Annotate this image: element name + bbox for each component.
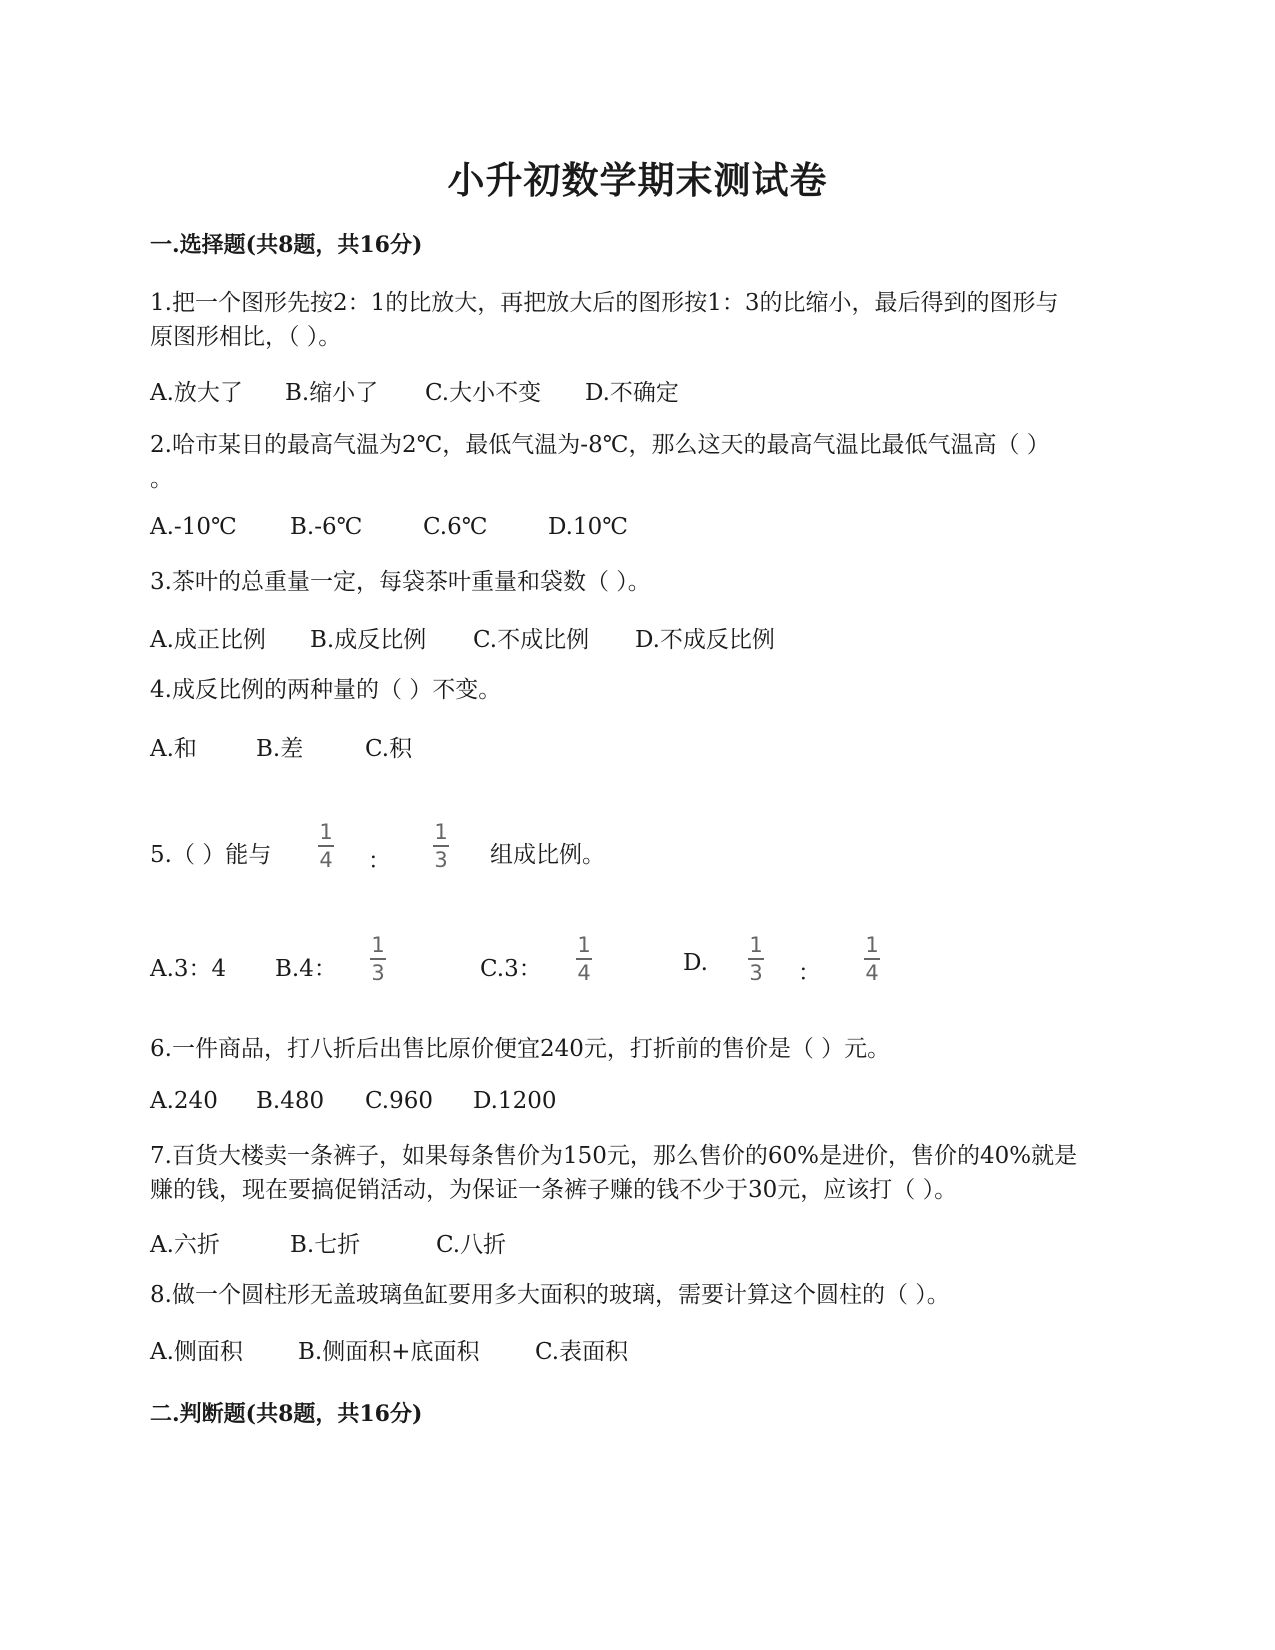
fraction-denominator: 4: [577, 961, 591, 985]
q5-option-d-colon: ：: [798, 960, 821, 986]
q7-option-b: B.七折: [290, 1232, 361, 1258]
fraction-bar: [748, 958, 764, 960]
q5-ratio-colon: ：: [368, 848, 391, 874]
q5-fraction-one-fourth: [318, 821, 334, 871]
page-title: 小升初数学期末测试卷: [447, 158, 828, 202]
question-1-line1: 1.把一个图形先按2：1的比放大，再把放大后的图形按1：3的比缩小，最后得到的图形与: [150, 290, 1059, 316]
question-8-text: 8.做一个圆柱形无盖玻璃鱼缸要用多大面积的玻璃，需要计算这个圆柱的（ ）。: [150, 1282, 950, 1308]
q5-option-a: A.3：4: [150, 956, 227, 982]
q5-option-b: B.4：: [275, 956, 337, 982]
question-5-prefix: 5.（ ）能与: [150, 842, 272, 868]
q3-option-b: B.成反比例: [310, 627, 427, 653]
q6-option-d: D.1200: [473, 1088, 557, 1114]
q2-option-d: D.10℃: [548, 514, 628, 540]
q6-option-a: A.240: [150, 1088, 218, 1114]
fraction-denominator: 3: [371, 961, 385, 985]
q7-option-a: A.六折: [150, 1232, 220, 1258]
fraction-bar: [318, 845, 334, 847]
q1-option-d: D.不确定: [585, 380, 679, 406]
q3-option-d: D.不成反比例: [635, 627, 775, 653]
fraction-numerator: 1: [577, 933, 591, 957]
fraction-bar: [864, 958, 880, 960]
fraction-bar: [433, 845, 449, 847]
question-2-text: [150, 428, 1050, 496]
question-3-text: 3.茶叶的总重量一定，每袋茶叶重量和袋数（ ）。: [150, 569, 651, 595]
q3-option-a: A.成正比例: [150, 627, 266, 653]
question-7-line1: 7.百货大楼卖一条裤子，如果每条售价为150元，那么售价的60%是进价，售价的40%就是: [150, 1143, 1078, 1169]
q5-option-d: D.: [683, 950, 708, 976]
q5-option-d-fraction-one-fourth: [864, 934, 880, 984]
question-2-line2: 。: [150, 466, 173, 492]
fraction-numerator: 1: [434, 820, 448, 844]
q7-option-c: C.八折: [436, 1232, 507, 1258]
q5-option-d-fraction-one-third: [748, 934, 764, 984]
fraction-numerator: 1: [319, 820, 333, 844]
q1-option-a: A.放大了: [150, 380, 243, 406]
fraction-numerator: 1: [865, 933, 879, 957]
q8-option-a: A.侧面积: [150, 1339, 243, 1365]
q2-option-a: A.-10℃: [150, 514, 237, 540]
fraction-numerator: 1: [749, 933, 763, 957]
question-7-text: [150, 1139, 1077, 1207]
fraction-denominator: 3: [434, 848, 448, 872]
fraction-bar: [576, 958, 592, 960]
question-1-text: [150, 286, 1058, 354]
q8-option-b: B.侧面积+底面积: [298, 1339, 480, 1365]
question-6-text: 6.一件商品，打八折后出售比原价便宜240元，打折前的售价是（ ）元。: [150, 1036, 891, 1062]
q3-option-c: C.不成比例: [473, 627, 590, 653]
section-heading-choice: 一.选择题(共8题，共16分): [150, 232, 423, 258]
fraction-bar: [370, 958, 386, 960]
question-4-text: 4.成反比例的两种量的（ ）不变。: [150, 677, 502, 703]
fraction-numerator: 1: [371, 933, 385, 957]
q4-option-c: C.积: [365, 736, 413, 762]
q1-option-b: B.缩小了: [285, 380, 379, 406]
q2-option-b: B.-6℃: [290, 514, 363, 540]
question-1-line2: 原图形相比，（ ）。: [150, 324, 342, 350]
q1-option-c: C.大小不变: [425, 380, 542, 406]
question-7-line2: 赚的钱，现在要搞促销活动，为保证一条裤子赚的钱不少于30元，应该打（ ）。: [150, 1177, 958, 1203]
question-5-suffix: 组成比例。: [490, 842, 605, 868]
fraction-denominator: 3: [749, 961, 763, 985]
section-heading-judgement: 二.判断题(共8题，共16分): [150, 1401, 423, 1427]
q4-option-a: A.和: [150, 736, 197, 762]
q5-option-c: C.3：: [480, 956, 542, 982]
q5-option-c-fraction: [576, 934, 592, 984]
question-2-line1: 2.哈市某日的最高气温为2℃，最低气温为-8℃，那么这天的最高气温比最低气温高（ ）: [150, 432, 1050, 458]
fraction-denominator: 4: [319, 848, 333, 872]
q6-option-b: B.480: [256, 1088, 325, 1114]
q8-option-c: C.表面积: [535, 1339, 629, 1365]
q6-option-c: C.960: [365, 1088, 433, 1114]
fraction-denominator: 4: [865, 961, 879, 985]
q4-option-b: B.差: [256, 736, 304, 762]
q2-option-c: C.6℃: [423, 514, 488, 540]
q5-fraction-one-third: [433, 821, 449, 871]
q5-option-b-fraction: [370, 934, 386, 984]
